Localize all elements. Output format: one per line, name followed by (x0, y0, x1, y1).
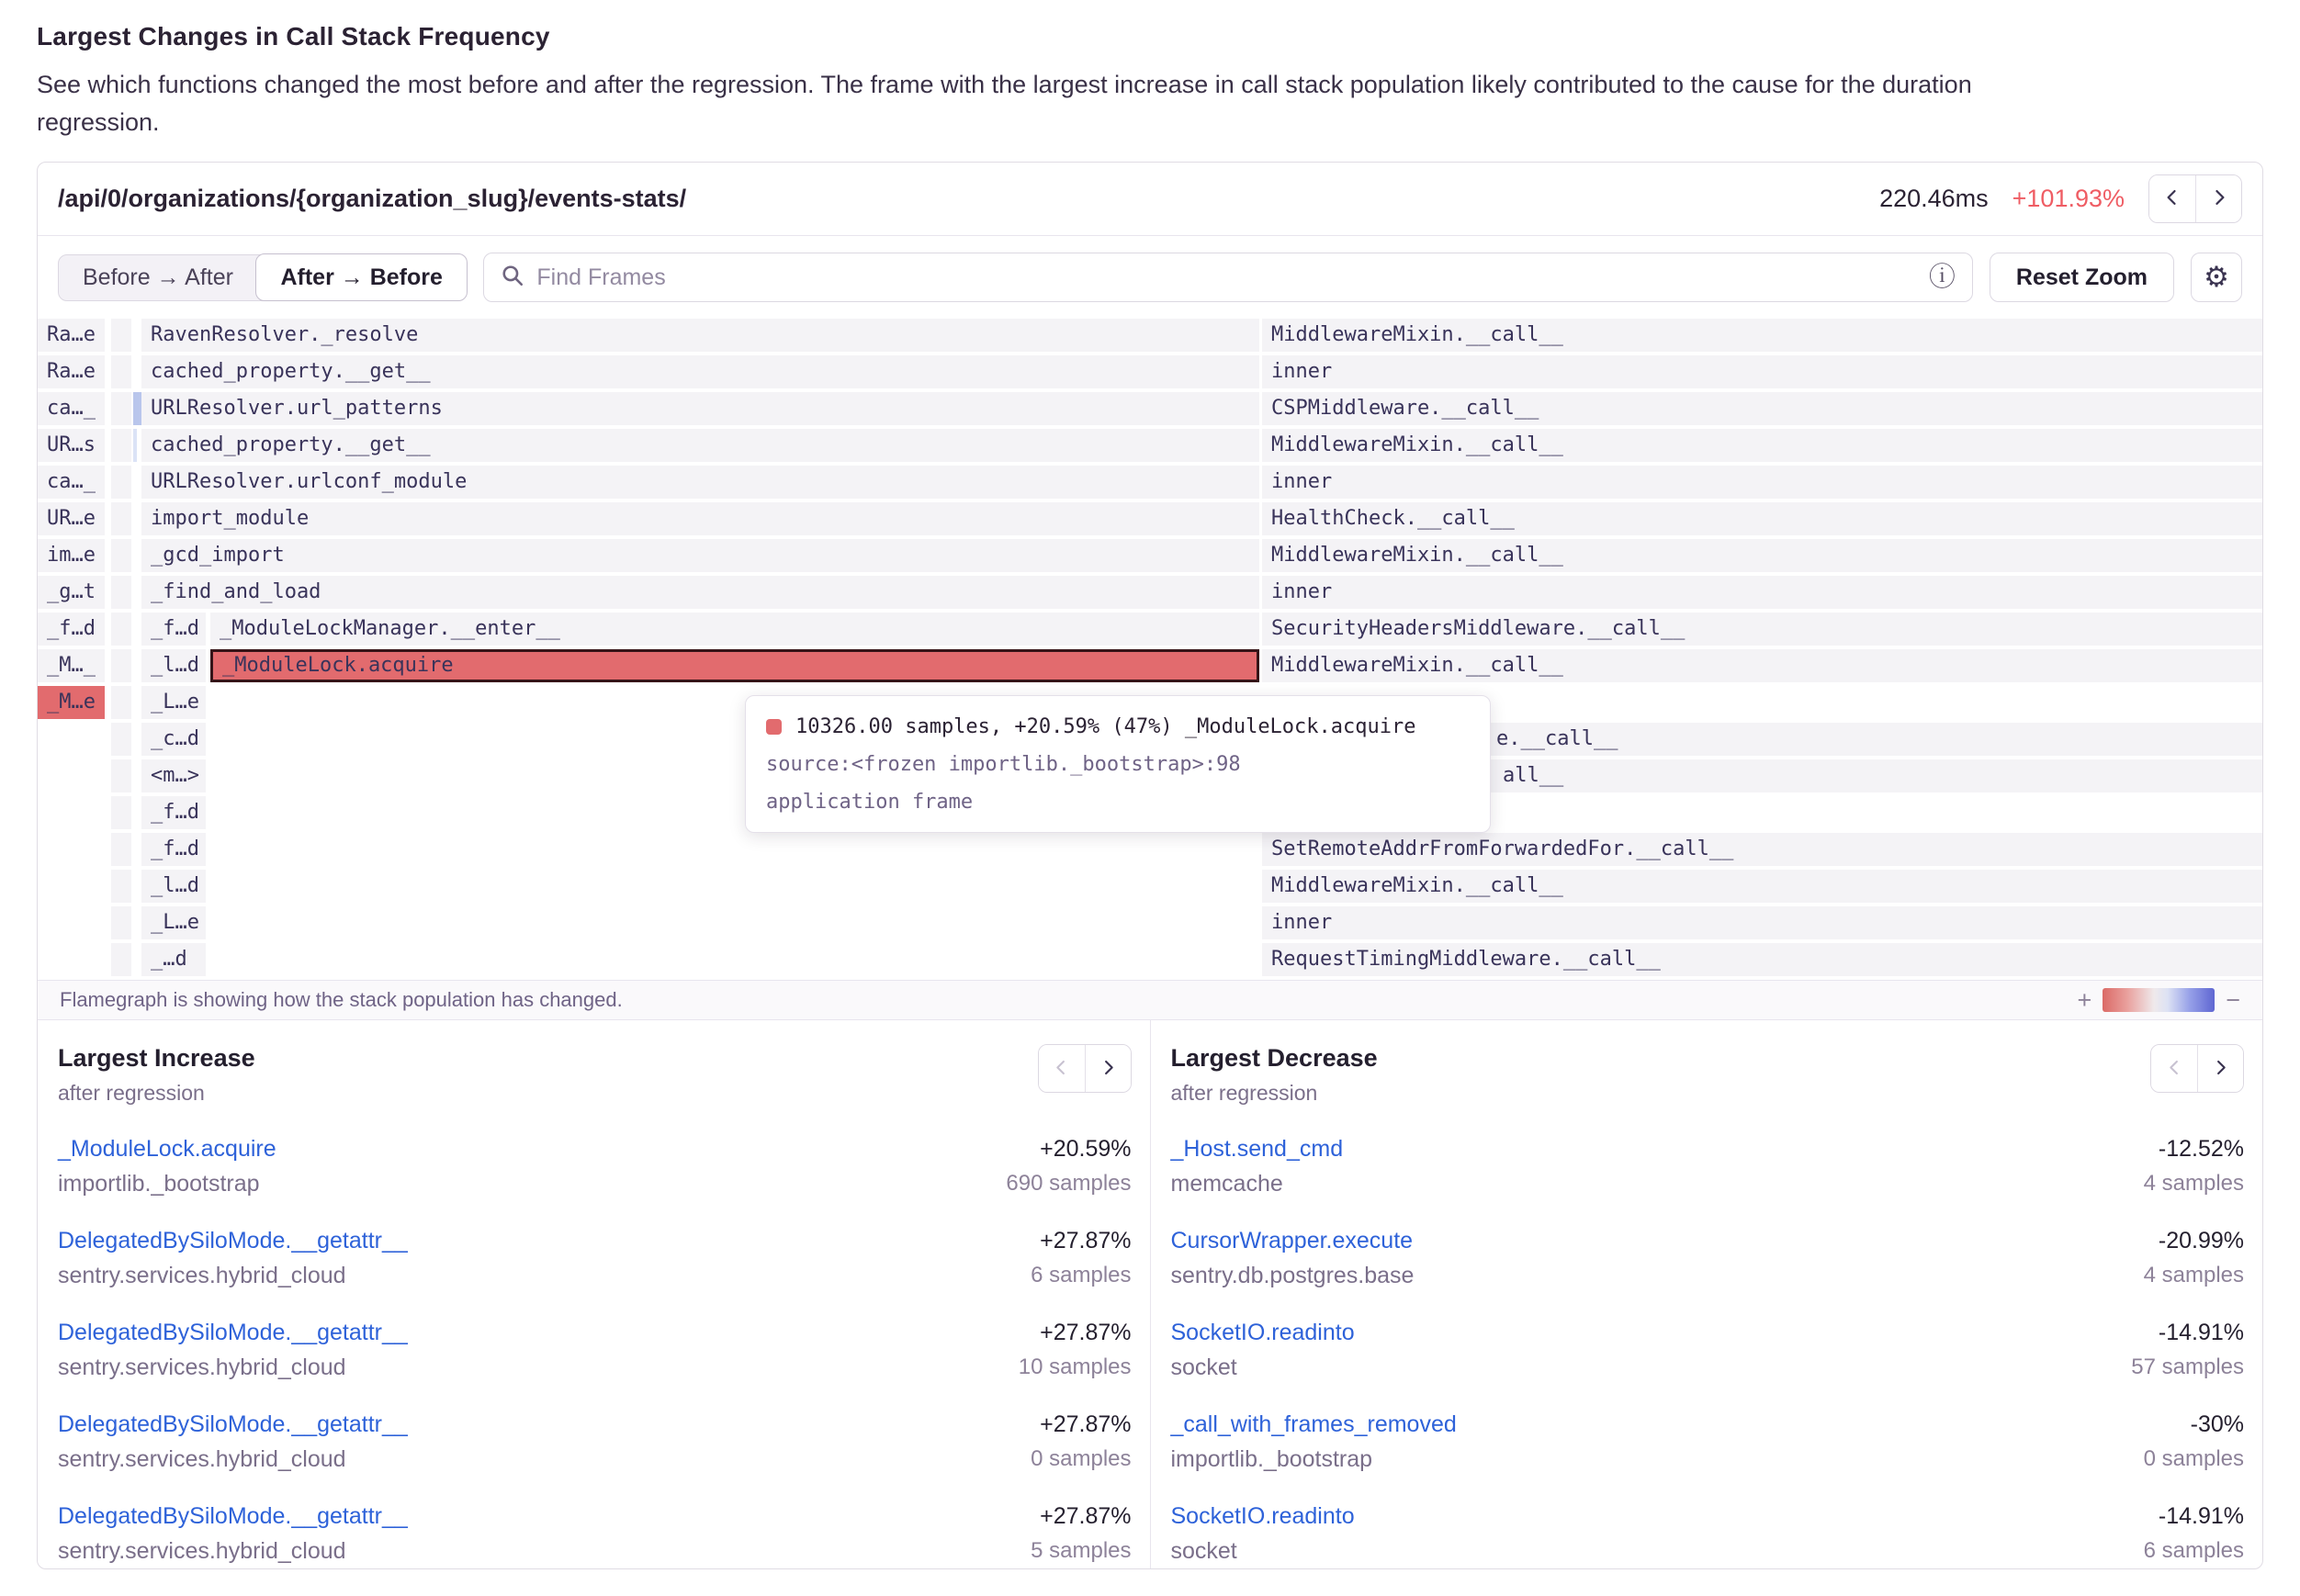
flame-frame[interactable]: RavenResolver._resolve (141, 319, 1259, 352)
flame-frame[interactable]: CSPMiddleware.__call__ (1262, 392, 2263, 425)
flame-frame[interactable]: _L…e (141, 686, 206, 719)
chevron-left-icon (2163, 188, 2182, 209)
flame-frame[interactable]: <m…> (141, 759, 206, 792)
flame-frame[interactable]: _c…d (141, 723, 206, 756)
function-module: importlib._bootstrap (58, 1171, 260, 1197)
decrease-pager (2150, 1044, 2244, 1093)
statusbar-text: Flamegraph is showing how the stack population has changed. (60, 988, 623, 1011)
sample-count: 0 samples (2143, 1446, 2244, 1471)
list-item (1171, 1411, 2245, 1473)
function-link[interactable]: _ModuleLock.acquire (58, 1136, 276, 1162)
flame-frame[interactable] (111, 613, 131, 646)
chevron-right-icon (1099, 1059, 1117, 1079)
flame-frame[interactable]: inner (1262, 576, 2263, 609)
legend-gradient (2103, 988, 2215, 1012)
change-percent: -14.91% (2158, 1320, 2244, 1345)
function-module: sentry.db.postgres.base (1170, 1263, 1415, 1288)
tooltip-frame-type: application frame (766, 791, 974, 814)
flame-frame[interactable]: _M…_ (38, 649, 105, 682)
flame-frame[interactable]: _M…e (38, 686, 105, 719)
change-percent: +27.87% (1040, 1320, 1132, 1345)
sample-count: 0 samples (1031, 1446, 1132, 1471)
list-item (58, 1503, 1132, 1565)
flame-frame[interactable]: _f…d (38, 613, 105, 646)
change-percent: -20.99% (2158, 1228, 2244, 1253)
flame-frame[interactable]: _f…d (141, 796, 206, 829)
flame-frame[interactable] (111, 870, 131, 903)
flame-frame[interactable] (111, 539, 131, 572)
tooltip-samples-text: 10326.00 samples, +20.59% (47%) _ModuleLock.acquire (795, 714, 1416, 738)
function-module: sentry.services.hybrid_cloud (58, 1263, 346, 1288)
regression-card (37, 162, 2263, 1569)
profile-pager (2148, 174, 2242, 223)
tooltip-color-swatch (766, 719, 782, 735)
function-module: socket (1170, 1538, 1237, 1564)
change-percent: -30% (2190, 1411, 2244, 1437)
function-link[interactable]: SocketIO.readinto (1170, 1503, 1355, 1529)
flame-frame[interactable]: MiddlewareMixin.__call__ (1262, 649, 2263, 682)
chevron-right-icon (2212, 1059, 2229, 1079)
decrease-title: Largest Decrease (1170, 1044, 1378, 1072)
sample-count: 4 samples (2143, 1263, 2244, 1287)
flame-frame[interactable]: _l…d (141, 870, 206, 903)
flame-frame[interactable] (111, 392, 131, 425)
function-link[interactable]: CursorWrapper.execute (1170, 1228, 1414, 1253)
flame-frame[interactable]: _g…t (38, 576, 105, 609)
increase-pager (1038, 1044, 1132, 1093)
function-link[interactable]: DelegatedBySiloMode.__getattr__ (58, 1228, 408, 1253)
change-percent: +27.87% (1040, 1411, 1132, 1437)
changes-section (38, 1020, 2262, 1569)
change-percent: +20.59% (1040, 1136, 1132, 1162)
function-module: sentry.services.hybrid_cloud (58, 1354, 346, 1380)
flame-frame[interactable] (133, 429, 137, 462)
decrease-prev-button[interactable] (2151, 1045, 2197, 1092)
flame-frame[interactable]: e.__call__ (1262, 723, 2263, 756)
function-link[interactable]: _call_with_frames_removed (1170, 1411, 1457, 1437)
change-percent: +27.87% (1040, 1228, 1132, 1253)
flame-frame[interactable] (111, 502, 131, 535)
flamegraph[interactable] (38, 319, 2262, 980)
page-title: Largest Changes in Call Stack Frequency (37, 22, 550, 51)
function-module: importlib._bootstrap (1170, 1446, 1373, 1472)
chevron-right-icon (2210, 188, 2228, 209)
flame-frame[interactable]: _ModuleLockManager.__enter__ (210, 613, 1259, 646)
function-module: sentry.services.hybrid_cloud (58, 1446, 346, 1472)
chevron-left-icon (1053, 1059, 1070, 1079)
change-percent: -14.91% (2158, 1503, 2244, 1529)
list-item (58, 1136, 1132, 1197)
flame-frame[interactable]: Ra…e (38, 319, 105, 352)
flame-frame[interactable]: cached_property.__get__ (141, 429, 1259, 462)
flame-frame[interactable]: import_module (141, 502, 1259, 535)
sample-count: 690 samples (1006, 1171, 1132, 1196)
list-item (1171, 1503, 2245, 1565)
increase-list (58, 1136, 1132, 1565)
largest-increase-panel (38, 1020, 1151, 1569)
function-link[interactable]: DelegatedBySiloMode.__getattr__ (58, 1411, 408, 1437)
largest-decrease-panel (1151, 1020, 2263, 1569)
flame-frame[interactable]: _…d (141, 943, 206, 976)
endpoint-path: /api/0/organizations/{organization_slug}/events-stats/ (58, 185, 687, 212)
legend-plus-label: + (2077, 985, 2092, 1014)
flame-frame[interactable] (111, 943, 131, 976)
page-description-line2: regression. (37, 108, 160, 136)
sample-count: 6 samples (1031, 1263, 1132, 1287)
sample-count: 10 samples (1018, 1354, 1132, 1379)
flame-frame[interactable] (111, 759, 131, 792)
tooltip-source-text: source:<frozen importlib._bootstrap>:98 (766, 753, 1241, 776)
flame-frame[interactable]: RequestTimingMiddleware.__call__ (1262, 943, 2263, 976)
increase-prev-button[interactable] (1039, 1045, 1085, 1092)
flame-frame[interactable]: UR…e (38, 502, 105, 535)
info-icon[interactable]: ⓘ (1928, 262, 1956, 292)
flame-frame[interactable]: _f…d (141, 833, 206, 866)
flame-frame[interactable]: cached_property.__get__ (141, 355, 1259, 388)
flame-frame[interactable] (111, 319, 131, 352)
flame-frame[interactable]: ca…_ (38, 392, 105, 425)
list-item (58, 1320, 1132, 1381)
flame-frame[interactable] (111, 649, 131, 682)
flame-frame[interactable]: MiddlewareMixin.__call__ (1262, 870, 2263, 903)
flame-frame[interactable]: ca…_ (38, 466, 105, 499)
flame-frame[interactable] (111, 723, 131, 756)
page-header (0, 0, 2300, 141)
flame-frame[interactable]: MiddlewareMixin.__call__ (1262, 319, 2263, 352)
diff-legend (2077, 986, 2240, 1015)
search-icon (501, 264, 524, 292)
prev-profile-button[interactable] (2149, 175, 2195, 222)
flame-frame[interactable] (111, 576, 131, 609)
flame-frame[interactable] (111, 466, 131, 499)
flame-frame[interactable]: inner (1262, 355, 2263, 388)
sample-count: 4 samples (2143, 1171, 2244, 1196)
flame-frame[interactable]: SecurityHeadersMiddleware.__call__ (1262, 613, 2263, 646)
flame-frame[interactable]: all__ (1262, 759, 2263, 792)
flame-frame[interactable] (111, 833, 131, 866)
flame-frame[interactable]: MiddlewareMixin.__call__ (1262, 539, 2263, 572)
change-percent: +27.87% (1040, 1503, 1132, 1529)
flame-frame[interactable]: _gcd_import (141, 539, 1259, 572)
flame-frame[interactable]: _find_and_load (141, 576, 1259, 609)
chevron-left-icon (2166, 1059, 2183, 1079)
function-link[interactable]: DelegatedBySiloMode.__getattr__ (58, 1320, 408, 1345)
sample-count: 5 samples (1031, 1538, 1132, 1563)
flame-frame[interactable] (111, 429, 131, 462)
toggle-before-after[interactable]: Before → After (83, 264, 233, 290)
flame-frame[interactable]: URLResolver.urlconf_module (141, 466, 1259, 499)
flame-frame[interactable]: _L…e (141, 906, 206, 939)
list-item (58, 1228, 1132, 1289)
flame-frame[interactable]: im…e (38, 539, 105, 572)
sample-count: 57 samples (2131, 1354, 2244, 1379)
flame-frame[interactable]: inner (1262, 466, 2263, 499)
function-module: socket (1170, 1354, 1237, 1380)
decrease-subtitle: after regression (1170, 1081, 1318, 1105)
sample-count: 6 samples (2143, 1538, 2244, 1563)
list-item (1171, 1228, 2245, 1289)
flame-frame[interactable]: URLResolver.url_patterns (141, 392, 1259, 425)
regression-percent: +101.93% (2012, 185, 2125, 212)
flame-frame[interactable]: SetRemoteAddrFromForwardedFor.__call__ (1262, 833, 2263, 866)
flame-frame[interactable]: inner (1262, 906, 2263, 939)
list-item (1171, 1320, 2245, 1381)
increase-subtitle: after regression (58, 1081, 205, 1105)
card-header (38, 163, 2262, 236)
list-item (58, 1411, 1132, 1473)
increase-title: Largest Increase (58, 1044, 255, 1072)
flame-frame[interactable]: _f…d (141, 613, 206, 646)
legend-minus-label: − (2226, 985, 2240, 1014)
next-profile-button[interactable] (2195, 175, 2241, 222)
flame-frame[interactable]: HealthCheck.__call__ (1262, 502, 2263, 535)
flame-frame[interactable] (111, 906, 131, 939)
page-description (37, 66, 2263, 141)
reset-zoom-button[interactable]: Reset Zoom (1990, 253, 2174, 302)
function-module: memcache (1170, 1171, 1283, 1197)
function-link[interactable]: DelegatedBySiloMode.__getattr__ (58, 1503, 408, 1529)
flamegraph-statusbar (38, 980, 2262, 1020)
flame-frame[interactable] (111, 686, 131, 719)
increase-next-button[interactable] (1085, 1045, 1131, 1092)
find-frames-search[interactable] (483, 253, 1973, 302)
page-description-line1: See which functions changed the most before and after the regression. The frame with the largest increase in call stack population likely contributed to the cause for the duration (37, 71, 1972, 98)
flame-frame[interactable]: UR…s (38, 429, 105, 462)
gear-icon: ⚙ (2204, 261, 2229, 294)
direction-toggle (58, 254, 467, 301)
flame-frame[interactable]: MiddlewareMixin.__call__ (1262, 429, 2263, 462)
function-link[interactable]: SocketIO.readinto (1170, 1320, 1355, 1345)
decrease-next-button[interactable] (2197, 1045, 2243, 1092)
flame-frame[interactable] (111, 796, 131, 829)
function-link[interactable]: _Host.send_cmd (1170, 1136, 1344, 1162)
decrease-list (1171, 1136, 2245, 1565)
flame-frame[interactable]: _ModuleLock.acquire (210, 649, 1259, 682)
flame-frame[interactable]: _l…d (141, 649, 206, 682)
list-item (1171, 1136, 2245, 1197)
settings-gear-button[interactable] (2191, 253, 2242, 302)
search-input[interactable] (536, 264, 1917, 291)
function-module: sentry.services.hybrid_cloud (58, 1538, 346, 1564)
duration-value: 220.46ms (1879, 185, 1989, 212)
flame-frame[interactable] (133, 392, 141, 425)
flame-frame[interactable] (111, 355, 131, 388)
change-percent: -12.52% (2158, 1136, 2244, 1162)
frame-tooltip (745, 695, 1491, 833)
toggle-after-before[interactable]: After → Before (255, 253, 467, 301)
flamegraph-toolbar (38, 236, 2262, 319)
flame-frame[interactable]: Ra…e (38, 355, 105, 388)
